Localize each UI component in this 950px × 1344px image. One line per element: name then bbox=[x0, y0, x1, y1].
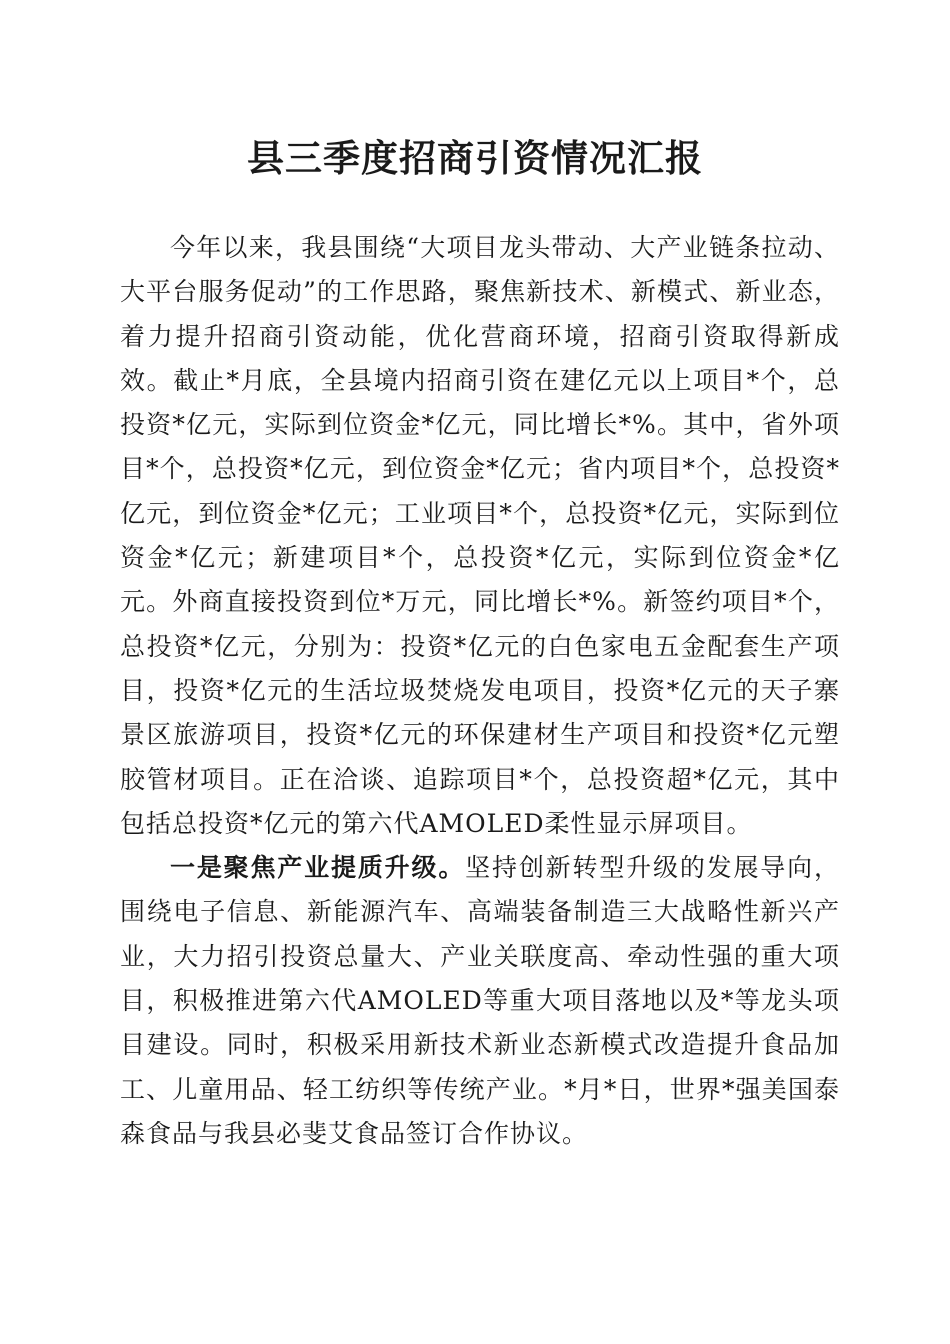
paragraph-industry-upgrade bbox=[120, 846, 840, 1156]
paragraph-industry-upgrade-text: 坚持创新转型升级的发展导向，围绕电子信息、新能源汽车、高端装备制造三大战略性新兴产业，大力招引投资总量大、产业关联度高、牵动性强的重大项目，积极推进第六代AMOLED等重大项目落地以及*等龙头项目建设。同时，积极采用新技术新业态新模式改造提升食品加工、儿童用品、轻工纺织等传统产业。*月*日，世界*强美国泰森食品与我县必斐艾食品签订合作协议。 bbox=[120, 853, 840, 1148]
paragraph-lead-heading: 一是聚焦产业提质升级。 bbox=[170, 853, 466, 883]
document-title: 县三季度招商引资情况汇报 bbox=[247, 136, 703, 180]
paragraph-overview: 今年以来，我县围绕“大项目龙头带动、大产业链条拉动、大平台服务促动”的工作思路，聚焦新技术、新模式、新业态，着力提升招商引资动能，优化营商环境，招商引资取得新成效。截止*月底，全县境内招商引资在建亿元以上项目*个，总投资*亿元，实际到位资金*亿元，同比增长*%。其中，省外项目*个，总投资*亿元，到位资金*亿元；省内项目*个，总投资*亿元，到位资金*亿元；工业项目*个，总投资*亿元，实际到位资金*亿元；新建项目*个，总投资*亿元，实际到位资金*亿元。外商直接投资到位*万元，同比增长*%。新签约项目*个，总投资*亿元，分别为：投资*亿元的白色家电五金配套生产项目，投资*亿元的生活垃圾焚烧发电项目，投资*亿元的天子寨景区旅游项目，投资*亿元的环保建材生产项目和投资*亿元塑胶管材项目。正在洽谈、追踪项目*个，总投资超*亿元，其中包括总投资*亿元的第六代AMOLED柔性显示屏项目。 bbox=[120, 233, 840, 838]
document-body bbox=[120, 226, 840, 1156]
